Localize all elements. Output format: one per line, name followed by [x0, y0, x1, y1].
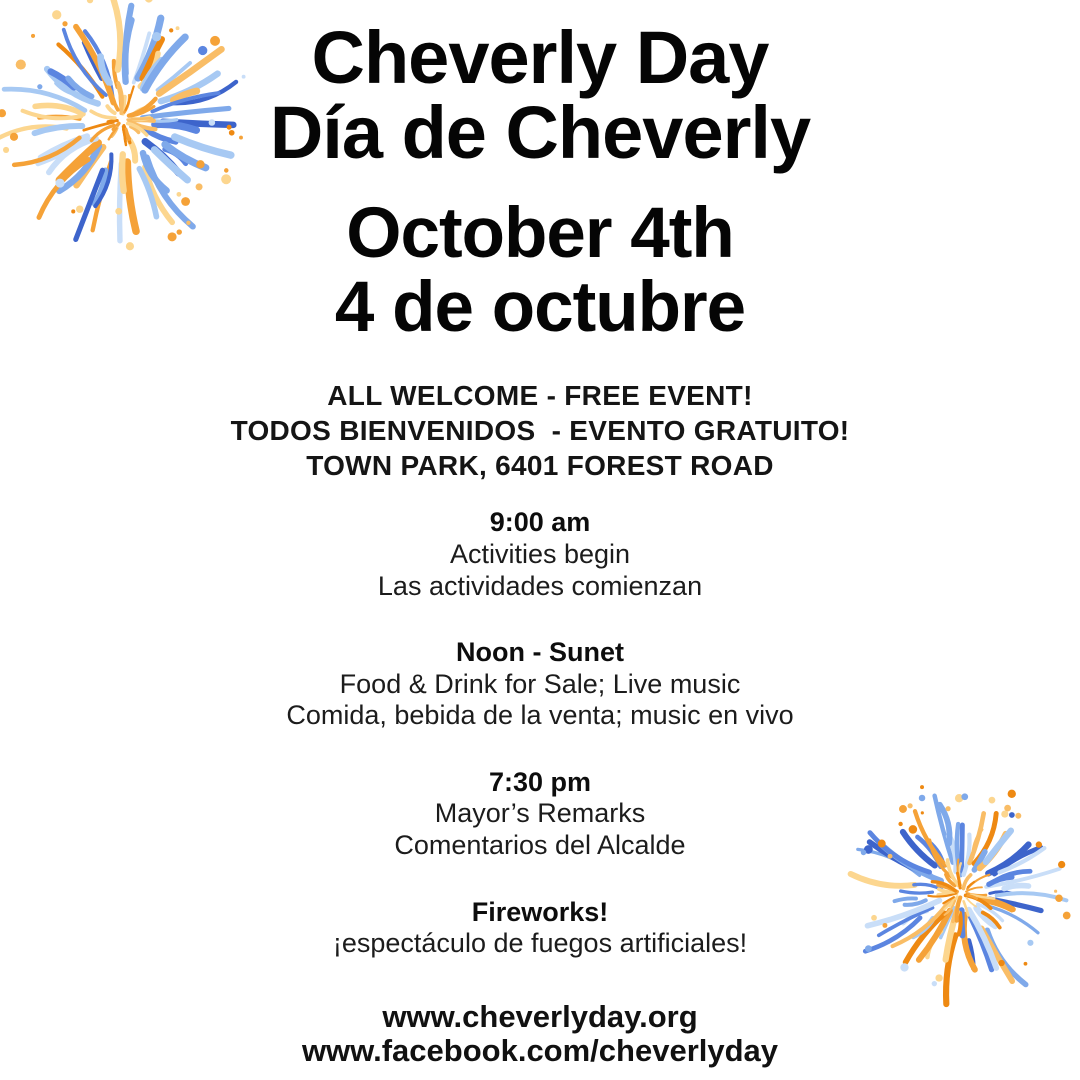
schedule-group-fireworks [0, 897, 1080, 960]
schedule-line-spanish: Las actividades comienzan [377, 570, 703, 601]
welcome-block [0, 378, 1080, 484]
event-date-spanish: 4 de octubre [334, 267, 746, 347]
schedule-line-english: Food & Drink for Sale; Live music [339, 668, 741, 699]
welcome-line-spanish: TODOS BIENVENIDOS - EVENTO GRATUITO! [230, 414, 850, 446]
schedule-line-english: Activities begin [449, 538, 631, 569]
schedule-time: 7:30 pm [488, 766, 592, 797]
website-url: www.cheverlyday.org [382, 998, 698, 1034]
schedule-line-spanish: ¡espectáculo de fuegos artificiales! [332, 928, 748, 959]
facebook-url: www.facebook.com/cheverlyday [301, 1032, 779, 1068]
event-date [0, 193, 1080, 347]
schedule-line-spanish: Comentarios del Alcalde [394, 830, 686, 861]
schedule-time: Fireworks! [471, 896, 609, 927]
schedule-line-spanish: Comida, bebida de la venta; music en vivo [286, 700, 794, 731]
schedule-time: Noon - Sunet [456, 637, 624, 668]
event-title-spanish: Día de Cheverly [269, 91, 811, 175]
event-date-english: October 4th [346, 193, 734, 273]
event-title-english: Cheverly Day [311, 16, 769, 99]
schedule [0, 507, 1080, 959]
schedule-line-english: Mayor’s Remarks [434, 798, 646, 829]
schedule-time: 9:00 am [489, 507, 591, 538]
links-block [0, 1000, 1080, 1068]
event-title [0, 0, 1080, 175]
schedule-group-afternoon [0, 637, 1080, 732]
schedule-group-morning [0, 507, 1080, 602]
welcome-line-english: ALL WELCOME - FREE EVENT! [327, 379, 753, 411]
schedule-group-evening [0, 767, 1080, 862]
venue-address: TOWN PARK, 6401 FOREST ROAD [306, 450, 774, 482]
